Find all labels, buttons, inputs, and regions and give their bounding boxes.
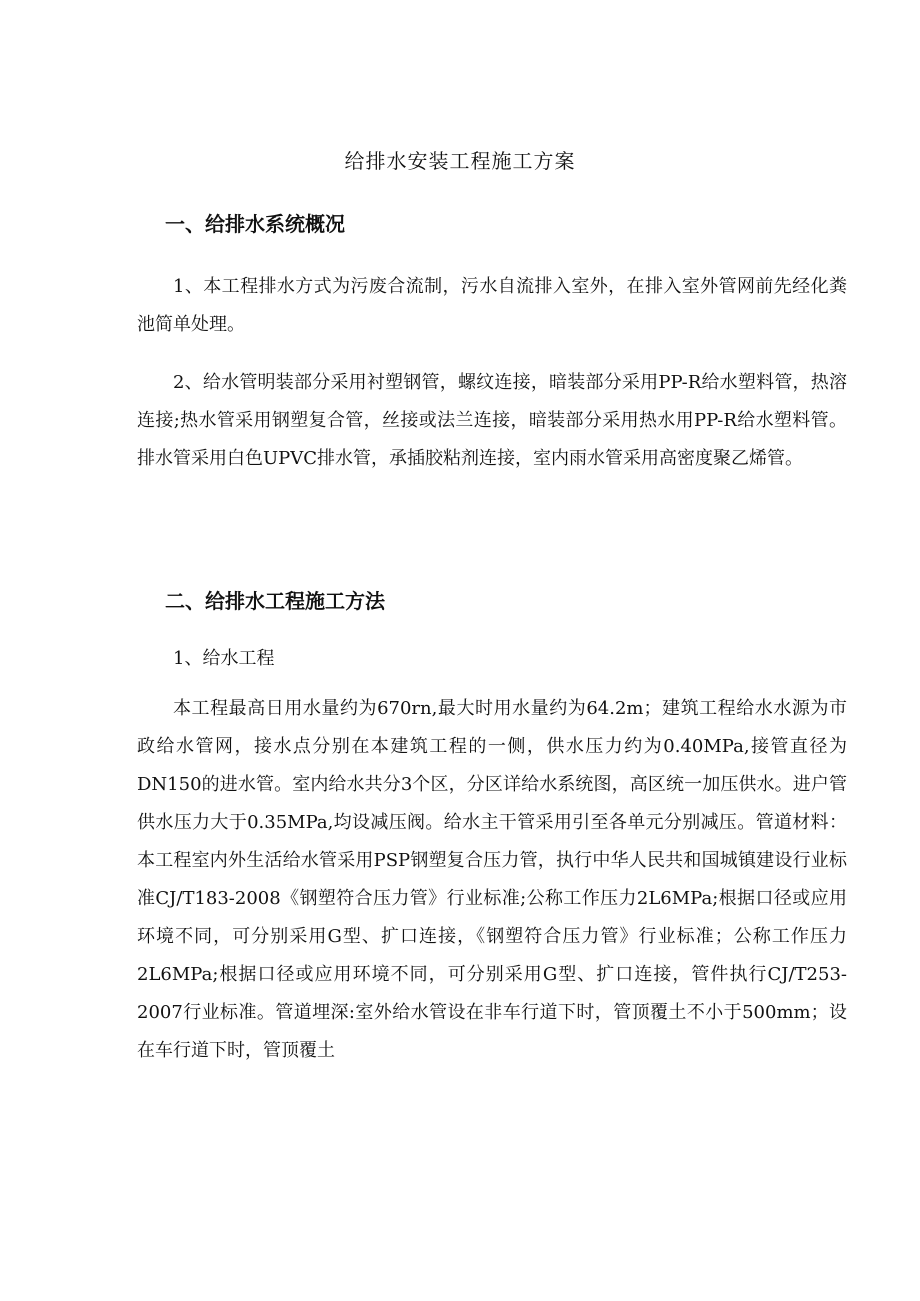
paragraph-drainage-method: 1、本工程排水方式为污废合流制，污水自流排入室外，在排入室外管网前先经化粪池简单处理。 (137, 276, 847, 335)
paragraph-pipe-materials: 2、给水管明装部分采用衬塑钢管，螺纹连接，暗装部分采用PP-R给水塑料管，热溶连接;热水管采用钢塑复合管，丝接或法兰连接，暗装部分采用热水用PP-R给水塑料管。排水管采用白色UPVC排水管，承插胶粘剂连接，室内雨水管采用高密度聚乙烯管。 (137, 372, 847, 469)
section-heading-methods: 二、给排水工程施工方法 (165, 589, 385, 613)
section-heading-overview: 一、给排水系统概况 (165, 212, 345, 236)
subsection-water-supply: 1、给水工程 (173, 648, 275, 669)
document-title: 给排水安装工程施工方案 (344, 149, 576, 173)
paragraph-water-supply-details: 本工程最高日用水量约为670rn,最大时用水量约为64.2m；建筑工程给水水源为市政给水管网，接水点分别在本建筑工程的一侧，供水压力约为0.40MPa,接管直径为DN150的进水管。室内给水共分3个区，分区详给水系统图，高区统一加压供水。进户管供水压力大于0.35MPa,均设减压阀。给水主干管采用引至各单元分别减压。管道材料：本工程室内外生活给水管采用PSP钢塑复合压力管，执行中华人民共和国城镇建设行业标准CJ/T183-2008《钢塑符合压力管》行业标准;公称工作压力2L6MPa;根据口径或应用环境不同，可分别采用G型、扩口连接，《钢塑符合压力管》行业标准；公称工作压力2L6MPa;根据口径或应用环境不同，可分别采用G型、扩口连接，管件执行CJ/T253-2007行业标准。管道埋深:室外给水管设在非车行道下时，管顶覆土不小于500mm；设在车行道下时，管顶覆土 (137, 698, 847, 1061)
